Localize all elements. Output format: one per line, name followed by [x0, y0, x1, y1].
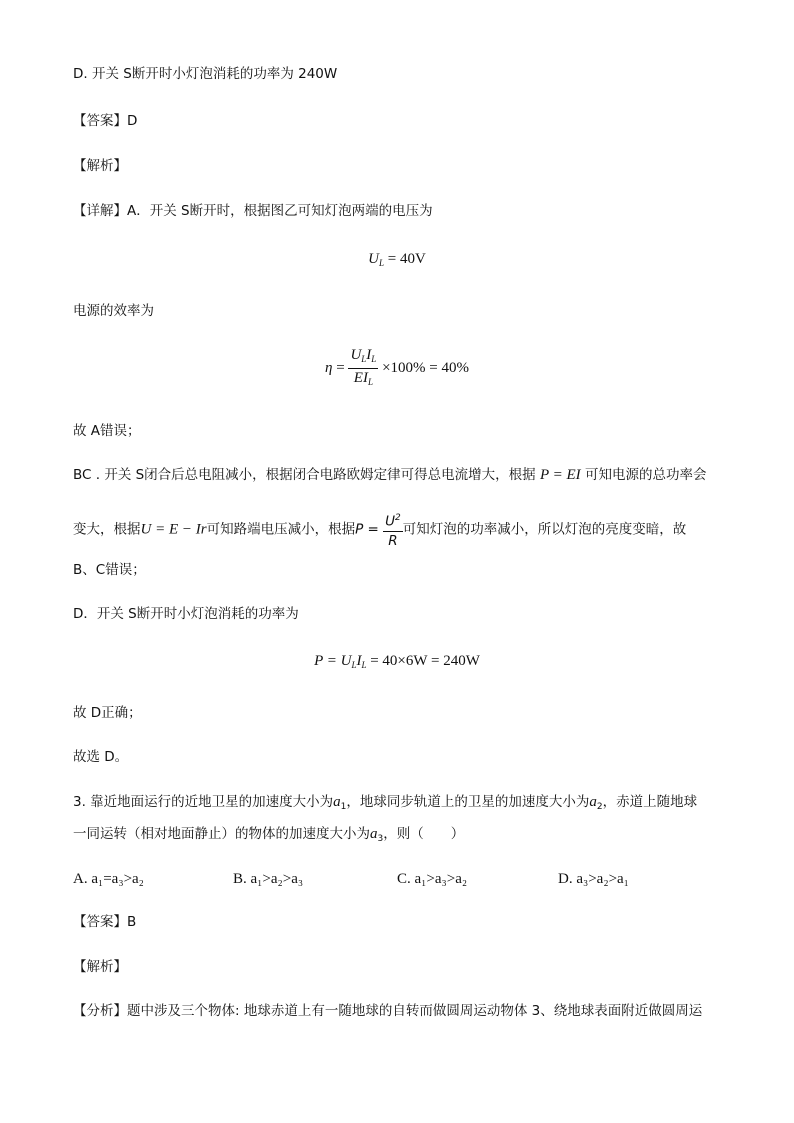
a-wrong-text: 故 A错误； — [73, 423, 141, 439]
bc-line-1: BC . 开关 S闭合后总电阻减小，根据闭合电路欧姆定律可得总电流增大，根据 P = EI 可知电源的总功率会 — [73, 467, 707, 483]
analysis-label-2: 【解析】 — [73, 959, 127, 975]
bc-line-2: 变大，根据U = E − Ir可知路端电压减小，根据P = $\frac{U^2}{R}$ 可知灯泡的功率减小，所以灯泡的亮度变暗，故 — [73, 509, 734, 550]
question-3-line-2: 一同运转（相对地面静止）的物体的加速度大小为$a_3$，则（ ） — [73, 826, 465, 844]
d-detail-text: D．开关 S断开时小灯泡消耗的功率为 — [73, 606, 299, 622]
equation-power: $P = U_LI_L = 40\times 6W = 240W$ — [314, 653, 480, 670]
answer-label: 【答案】D — [73, 113, 138, 129]
option-a: A. a₁=a₃>a₂ — [73, 871, 144, 887]
fraction-ul-il-over-eil: $\frac{U_LI_L}{EI_L}$ — [350, 347, 377, 387]
option-d-text: D. 开关 S断开时小灯泡消耗的功率为 240W — [73, 66, 338, 82]
equation-eta: η = $\frac{U_LI_L}{EI_L}$ ×100% = 40% — [0, 346, 794, 391]
answer-label-2: 【答案】B — [73, 914, 137, 930]
detail-text: 【详解】A．开关 S断开时，根据图乙可知灯泡两端的电压为 — [73, 203, 433, 219]
fraction-u2-over-r: $\frac{U^2}{R}$ — [383, 509, 403, 550]
bc-line-3: B、C错误； — [73, 562, 146, 578]
choose-text: 故选 D。 — [73, 749, 129, 765]
d-right-text: 故 D正确； — [73, 705, 142, 721]
option-d: D. a₃>a₂>a₁ — [558, 871, 629, 887]
efficiency-text: 电源的效率为 — [73, 303, 154, 319]
question-3-line-1: 3. 靠近地面运行的近地卫星的加速度大小为$a_1$，地球同步轨道上的卫星的加速度大小为$a_2$，赤道上随地球 — [73, 794, 698, 812]
analysis-text: 【分析】题中涉及三个物体: 地球赤道上有一随地球的自转而做圆周运动物体 3、绕地球表面附近做圆周运 — [73, 1003, 703, 1019]
analysis-label: 【解析】 — [73, 158, 127, 174]
equation-ul: $U_L = 40V$ — [368, 251, 426, 268]
option-c: C. a₁>a₃>a₂ — [397, 871, 468, 887]
option-b: B. a₁>a₂>a₃ — [233, 871, 304, 887]
